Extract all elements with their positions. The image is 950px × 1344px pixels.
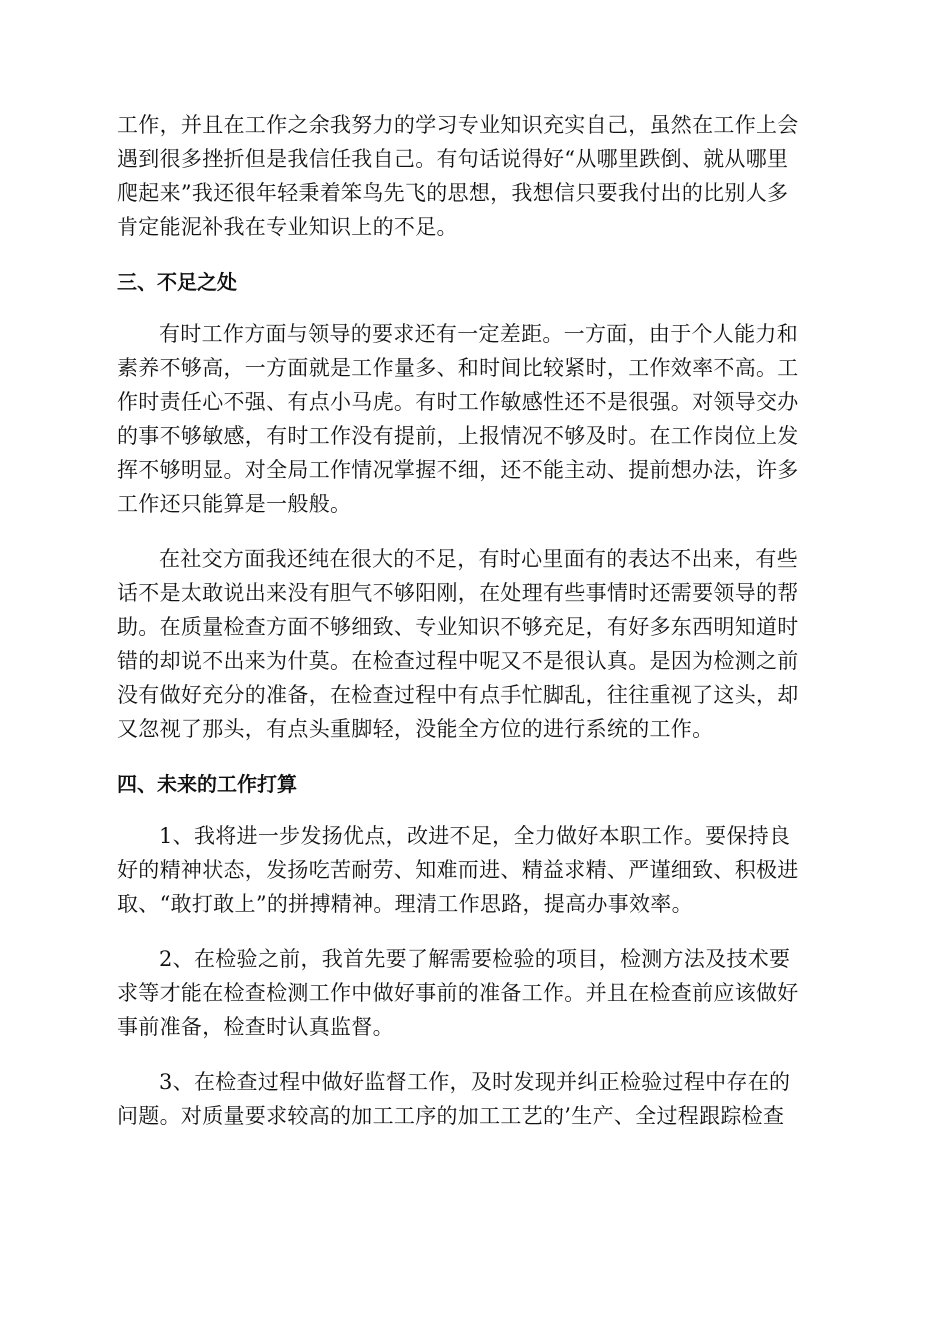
text-line: 求等才能在检查检测工作中做好事前的准备工作。并且在检查前应该做好 (117, 981, 799, 1005)
text-line: 2、在检验之前，我首先要了解需要检验的项目，检测方法及技术要 (159, 947, 791, 971)
paragraph-shortcomings-work (117, 317, 837, 521)
text-line: 有时工作方面与领导的要求还有一定差距。一方面，由于个人能力和 (159, 322, 798, 346)
text-line: 没有做好充分的准备，在检查过程中有点手忙脚乱，往往重视了这头，却 (117, 683, 799, 707)
text-line: 错的却说不出来为什莫。在检查过程中呢又不是很认真。是因为检测之前 (117, 649, 799, 673)
text-line: 事前准备，检查时认真监督。 (117, 1015, 394, 1039)
text-line: 助。在质量检查方面不够细致、专业知识不够充足，有好多东西明知道时 (117, 615, 799, 639)
paragraph-intro-continued (117, 108, 837, 244)
text-line: 问题。对质量要求较高的加工工序的加工工艺的’生产、全过程跟踪检查 (117, 1104, 785, 1128)
paragraph-plan-3 (117, 1065, 837, 1133)
text-line: 好的精神状态，发扬吃苦耐劳、知难而进、精益求精、严谨细致、积极进 (117, 858, 799, 882)
paragraph-shortcomings-social (117, 542, 837, 746)
text-line: 取、“敢打敢上”的拼搏精神。理清工作思路，提高办事效率。 (117, 892, 693, 916)
text-line: 肯定能泥补我在专业知识上的不足。 (117, 215, 458, 239)
text-line: 话不是太敢说出来没有胆气不够阳刚，在处理有些事情时还需要领导的帮 (117, 581, 799, 605)
text-line: 素养不够高，一方面就是工作量多、和时间比较紧时，工作效率不高。工 (117, 356, 799, 380)
text-line: 作时责任心不强、有点小马虎。有时工作敏感性还不是很强。对领导交办 (117, 390, 799, 414)
text-line: 工作还只能算是一般般。 (117, 492, 352, 516)
text-line: 又忽视了那头，有点头重脚轻，没能全方位的进行系统的工作。 (117, 717, 714, 741)
text-line: 的事不够敏感，有时工作没有提前，上报情况不够及时。在工作岗位上发 (117, 424, 799, 448)
text-line: 工作，并且在工作之余我努力的学习专业知识充实自己，虽然在工作上会 (117, 113, 799, 137)
text-line: 爬起来”我还很年轻秉着笨鸟先飞的思想，我想信只要我付出的比别人多 (117, 181, 789, 205)
text-line: 在社交方面我还纯在很大的不足，有时心里面有的表达不出来，有些 (159, 547, 798, 571)
section-heading-future-plans: 四、未来的工作打算 (117, 772, 297, 796)
text-line: 3、在检查过程中做好监督工作，及时发现并纠正检验过程中存在的 (159, 1070, 791, 1094)
section-heading-shortcomings: 三、不足之处 (117, 270, 237, 294)
paragraph-plan-1 (117, 819, 837, 921)
text-line: 1、我将进一步发扬优点，改进不足，全力做好本职工作。要保持良 (159, 824, 791, 848)
text-line: 遇到很多挫折但是我信任我自己。有句话说得好“从哪里跌倒、就从哪里 (117, 147, 789, 171)
document-body (117, 108, 837, 1154)
text-line: 挥不够明显。对全局工作情况掌握不细，还不能主动、提前想办法，许多 (117, 458, 799, 482)
paragraph-plan-2 (117, 942, 837, 1044)
